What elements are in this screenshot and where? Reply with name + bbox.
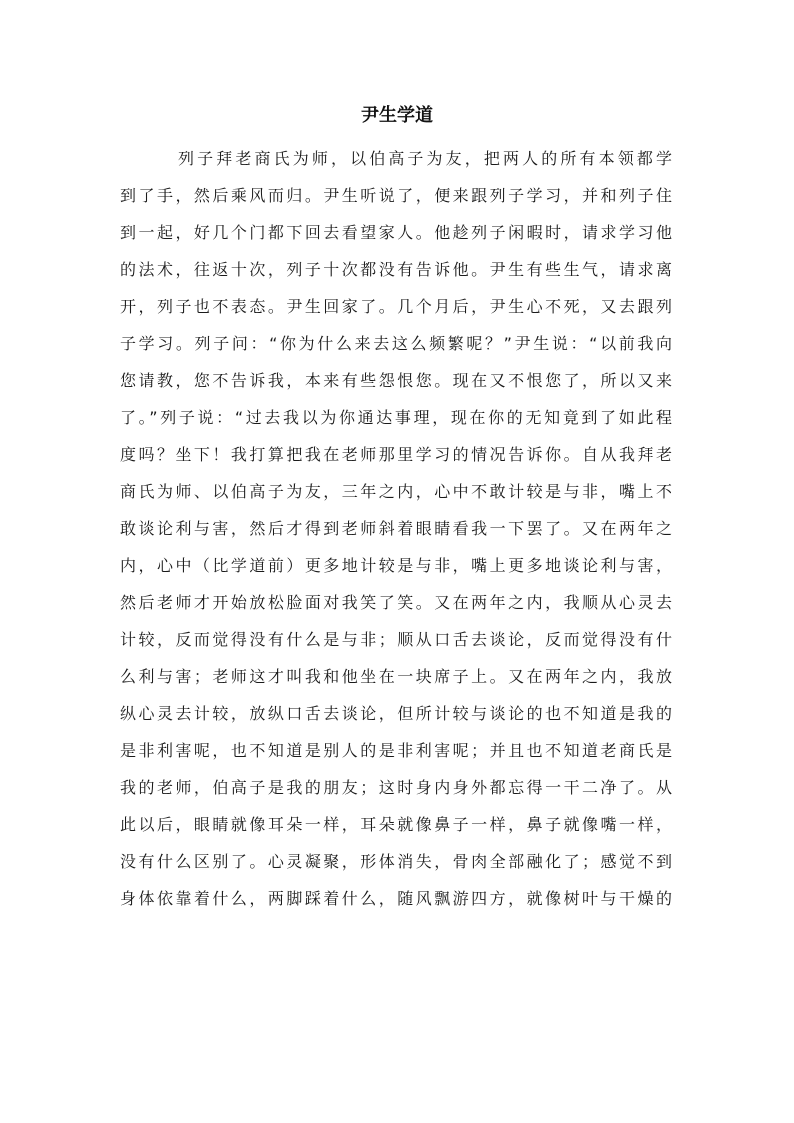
paragraph-line: 我的老师，伯高子是我的朋友；这时身内身外都忘得一干二净了。从	[120, 778, 672, 797]
paragraph-line: 么利与害；老师这才叫我和他坐在一块席子上。又在两年之内，我放	[120, 667, 672, 686]
paragraph-line: 到了手，然后乘风而归。尹生听说了，便来跟列子学习，并和列子住	[120, 186, 672, 205]
paragraph-line: 没有什么区别了。心灵凝聚，形体消失，骨肉全部融化了；感觉不到	[120, 852, 672, 871]
document-body	[120, 140, 672, 917]
paragraph-line: 子学习。列子问：“你为什么来去这么频繁呢？”尹生说：“以前我向	[120, 334, 672, 353]
paragraph-line: 您请教，您不告诉我，本来有些怨恨您。现在又不恨您了，所以又来	[120, 371, 672, 390]
paragraph-line: 此以后，眼睛就像耳朵一样，耳朵就像鼻子一样，鼻子就像嘴一样，	[120, 815, 672, 834]
paragraph-line: 计较，反而觉得没有什么是与非；顺从口舌去谈论，反而觉得没有什	[120, 630, 672, 649]
paragraph-line: 然后老师才开始放松脸面对我笑了笑。又在两年之内，我顺从心灵去	[120, 593, 672, 612]
paragraph-line: 是非利害呢，也不知道是别人的是非利害呢；并且也不知道老商氏是	[120, 741, 672, 760]
paragraph-line: 的法术，往返十次，列子十次都没有告诉他。尹生有些生气，请求离	[120, 260, 672, 279]
paragraph-line: 商氏为师、以伯高子为友，三年之内，心中不敢计较是与非，嘴上不	[120, 482, 672, 501]
paragraph-line: 身体依靠着什么，两脚踩着什么，随风飘游四方，就像树叶与干燥的	[120, 889, 672, 908]
paragraph-line: 了。”列子说：“过去我以为你通达事理，现在你的无知竟到了如此程	[120, 408, 672, 427]
document-title: 尹生学道	[361, 105, 433, 126]
paragraph-line: 内，心中（比学道前）更多地计较是与非，嘴上更多地谈论利与害，	[120, 556, 672, 575]
paragraph-line: 敢谈论利与害，然后才得到老师斜着眼睛看我一下罢了。又在两年之	[120, 519, 672, 538]
paragraph-line: 纵心灵去计较，放纵口舌去谈论，但所计较与谈论的也不知道是我的	[120, 704, 672, 723]
paragraph-line: 度吗？坐下！我打算把我在老师那里学习的情况告诉你。自从我拜老	[120, 445, 672, 464]
paragraph-line: 到一起，好几个门都下回去看望家人。他趁列子闲暇时，请求学习他	[120, 223, 672, 242]
paragraph-line: 开，列子也不表态。尹生回家了。几个月后，尹生心不死，又去跟列	[120, 297, 672, 316]
paragraph-line: 列子拜老商氏为师，以伯高子为友，把两人的所有本领都学	[178, 149, 672, 168]
